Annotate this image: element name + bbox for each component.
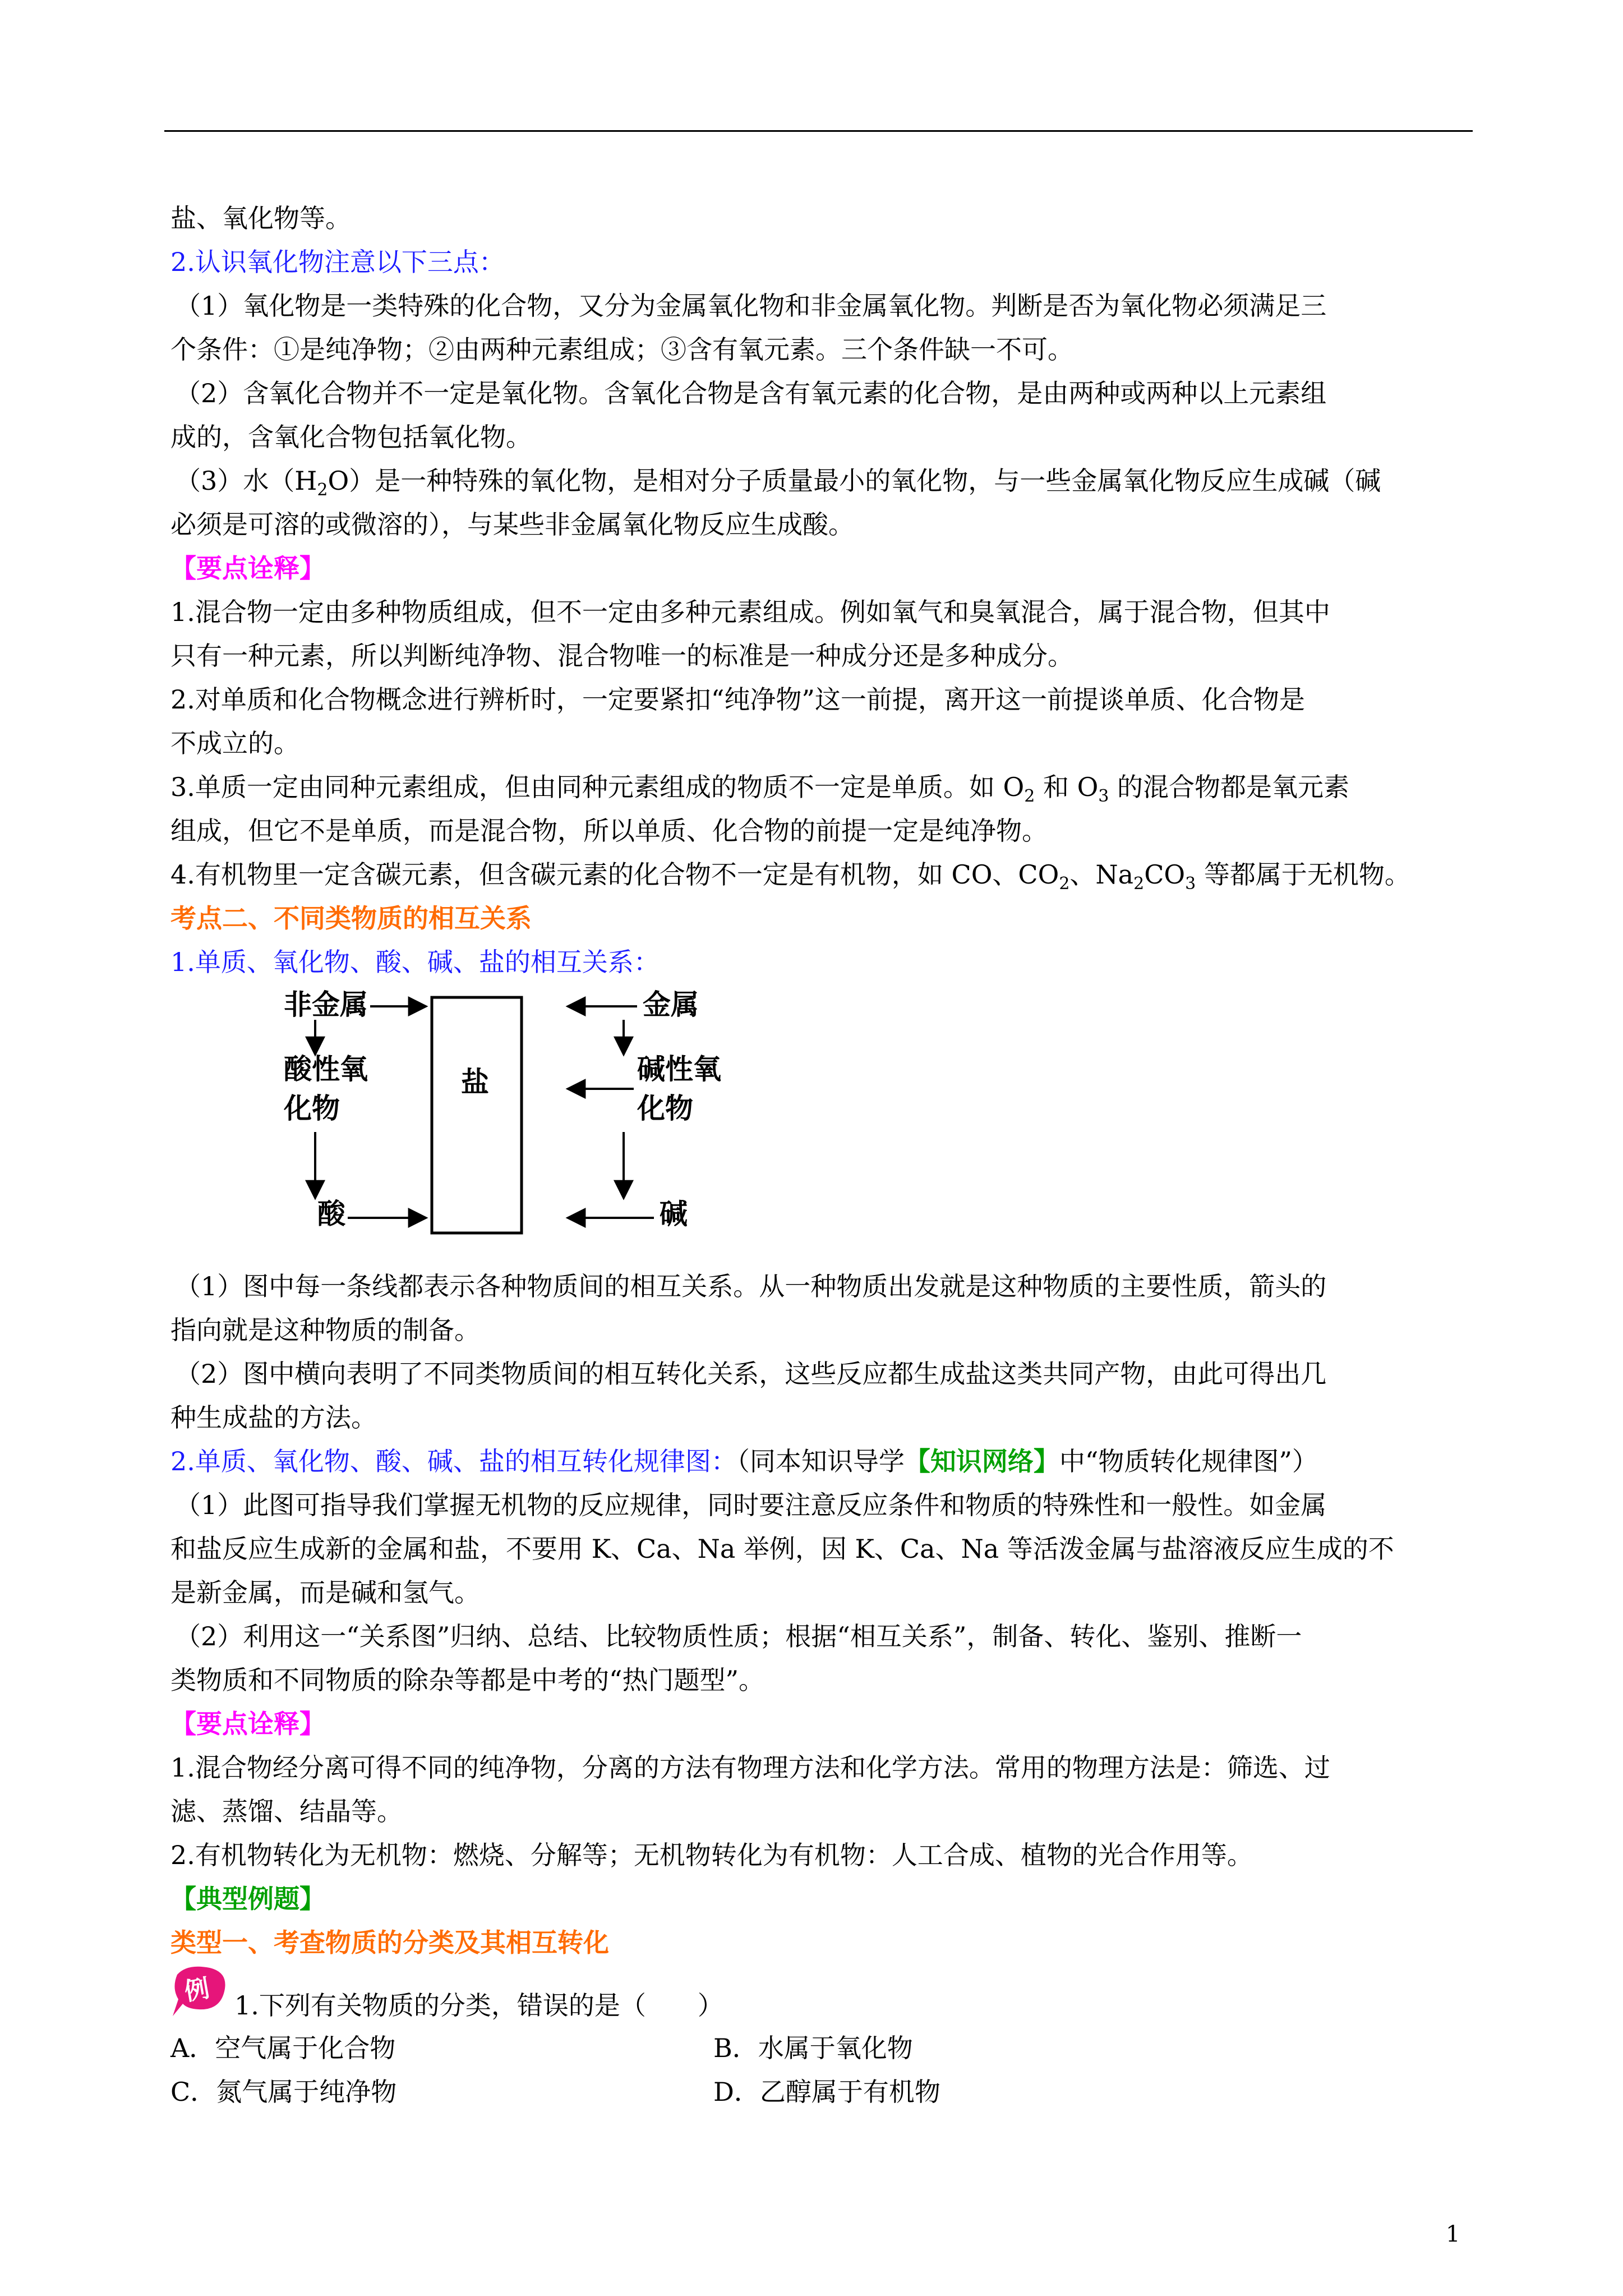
option-c[interactable]: C．氮气属于纯净物 [170, 2077, 397, 2107]
header-rule [164, 130, 1473, 132]
text-run: 的混合物都是氧元素 [1109, 772, 1350, 802]
subscript: 2 [317, 480, 328, 500]
subscript: 3 [1098, 786, 1109, 807]
section-heading-relations: 考点二、不同类物质的相互关系 [170, 903, 532, 933]
text-line [170, 765, 1477, 809]
text-line: 1.混合物经分离可得不同的纯净物，分离的方法有物理方法和化学方法。常用的物理方法是：筛选、过 [170, 1752, 1330, 1783]
nonmetal-label: 非金属 [284, 988, 368, 1021]
text-line: 2.有机物转化为无机物：燃烧、分解等；无机物转化为有机物：人工合成、植物的光合作用等。 [170, 1840, 1253, 1870]
subscript: 2 [1133, 874, 1145, 894]
acidic-oxide-label-1: 酸性氧 [284, 1053, 368, 1085]
text-line: （2）图中横向表明了不同类物质间的相互转化关系，这些反应都生成盐这类共同产物，由此可得出几 [175, 1359, 1327, 1389]
salt-box [432, 997, 522, 1233]
page-number: 1 [1446, 2221, 1460, 2247]
example-badge-label: 例 [182, 1973, 212, 2007]
text-run: 等都属于无机物。 [1196, 859, 1410, 890]
text-line: （1）图中每一条线都表示各种物质间的相互关系。从一种物质出发就是这种物质的主要性质，箭头的 [175, 1271, 1327, 1301]
text-run: 4.有机物里一定含碳元素，但含碳元素的化合物不一定是有机物，如 CO、CO [170, 859, 1059, 890]
subheading: 2.单质、氧化物、酸、碱、盐的相互转化规律图： [170, 1446, 737, 1476]
salt-label: 盐 [461, 1066, 489, 1098]
section-heading-type-one: 类型一、考查物质的分类及其相互转化 [170, 1927, 609, 1958]
text-run: 中“物质转化规律图”） [1059, 1446, 1318, 1476]
knowledge-network-ref: 【知识网络】 [904, 1446, 1059, 1476]
example-question [170, 1964, 1477, 2026]
acid-label: 酸 [317, 1198, 345, 1230]
subscript: 2 [1024, 786, 1035, 807]
text-run: 3.单质一定由同种元素组成，但由同种元素组成的物质不一定是单质。如 O [170, 772, 1025, 802]
text-line: 必须是可溶的或微溶的），与某些非金属氧化物反应生成酸。 [170, 509, 854, 540]
text-line: 只有一种元素，所以判断纯净物、混合物唯一的标准是一种成分还是多种成分。 [170, 641, 1073, 671]
substance-relation-diagram [170, 985, 1477, 1260]
text-run: CO [1144, 859, 1186, 890]
document-body [170, 196, 1477, 2116]
text-line: 种生成盐的方法。 [170, 1402, 377, 1433]
section-heading-key-points-2: 【要点诠释】 [170, 1709, 325, 1739]
metal-label: 金属 [643, 988, 699, 1021]
base-label: 碱 [660, 1198, 688, 1230]
text-line: 是新金属，而是碱和氢气。 [170, 1577, 480, 1608]
text-line: 1.混合物一定由多种物质组成，但不一定由多种元素组成。例如氧气和臭氧混合，属于混合物，但其中 [170, 597, 1330, 627]
text-line [170, 459, 1477, 503]
text-line: 滤、蒸馏、结晶等。 [170, 1796, 403, 1826]
text-run: （同本知识导学 [736, 1446, 905, 1476]
text-line: 个条件：①是纯净物；②由两种元素组成；③含有氧元素。三个条件缺一不可。 [170, 334, 1073, 365]
text-line: （2）利用这一“关系图”归纳、总结、比较物质性质；根据“相互关系”，制备、转化、鉴别、推断一 [175, 1621, 1302, 1651]
text-line: 指向就是这种物质的制备。 [170, 1315, 480, 1345]
text-line: 成的，含氧化合物包括氧化物。 [170, 422, 532, 452]
text-run: 、Na [1069, 859, 1134, 890]
text-line: （1）氧化物是一类特殊的化合物，又分为金属氧化物和非金属氧化物。判断是否为氧化物必须满足三 [175, 291, 1327, 321]
option-a[interactable]: A．空气属于化合物 [170, 2033, 396, 2063]
option-d[interactable]: D．乙醇属于有机物 [713, 2077, 940, 2107]
text-line: 盐、氧化物等。 [170, 203, 351, 233]
text-line: （1）此图可指导我们掌握无机物的反应规律，同时要注意反应条件和物质的特殊性和一般性。如金属 [175, 1490, 1327, 1520]
text-run: （3）水（H [175, 466, 317, 496]
text-line: 2.对单质和化合物概念进行辨析时，一定要紧扣“纯净物”这一前提，离开这一前提谈单质、化合物是 [170, 684, 1305, 715]
basic-oxide-label-1: 碱性氧 [637, 1053, 721, 1085]
subscript: 3 [1185, 874, 1196, 894]
basic-oxide-label-2: 化物 [637, 1092, 693, 1125]
text-line: 组成，但它不是单质，而是混合物，所以单质、化合物的前提一定是纯净物。 [170, 816, 1048, 846]
example-question-text: 1.下列有关物质的分类，错误的是（ ） [234, 1990, 723, 2021]
text-run: O）是一种特殊的氧化物，是相对分子质量最小的氧化物，与一些金属氧化物反应生成碱（碱 [328, 466, 1381, 496]
example-badge-icon [170, 1964, 232, 2021]
text-line: 类物质和不同物质的除杂等都是中考的“热门题型”。 [170, 1665, 765, 1695]
diagram-svg [170, 985, 787, 1260]
text-run: 和 O [1035, 772, 1099, 802]
subheading: 2.认识氧化物注意以下三点： [170, 247, 505, 277]
text-line [170, 853, 1477, 896]
section-heading-examples: 【典型例题】 [170, 1884, 325, 1914]
option-b[interactable]: B．水属于氧化物 [713, 2033, 913, 2063]
answer-options [170, 2026, 1477, 2116]
acidic-oxide-label-2: 化物 [284, 1092, 340, 1125]
subscript: 2 [1059, 874, 1070, 894]
text-line [170, 1439, 1477, 1483]
section-heading-key-points: 【要点诠释】 [170, 553, 325, 583]
subheading: 1.单质、氧化物、酸、碱、盐的相互关系： [170, 947, 660, 977]
text-line: 和盐反应生成新的金属和盐，不要用 K、Ca、Na 举例，因 K、Ca、Na 等活泼金属与盐溶液反应生成的不 [170, 1534, 1394, 1564]
text-line: （2）含氧化合物并不一定是氧化物。含氧化合物是含有氧元素的化合物，是由两种或两种以上元素组 [175, 378, 1327, 408]
text-line: 不成立的。 [170, 728, 299, 758]
